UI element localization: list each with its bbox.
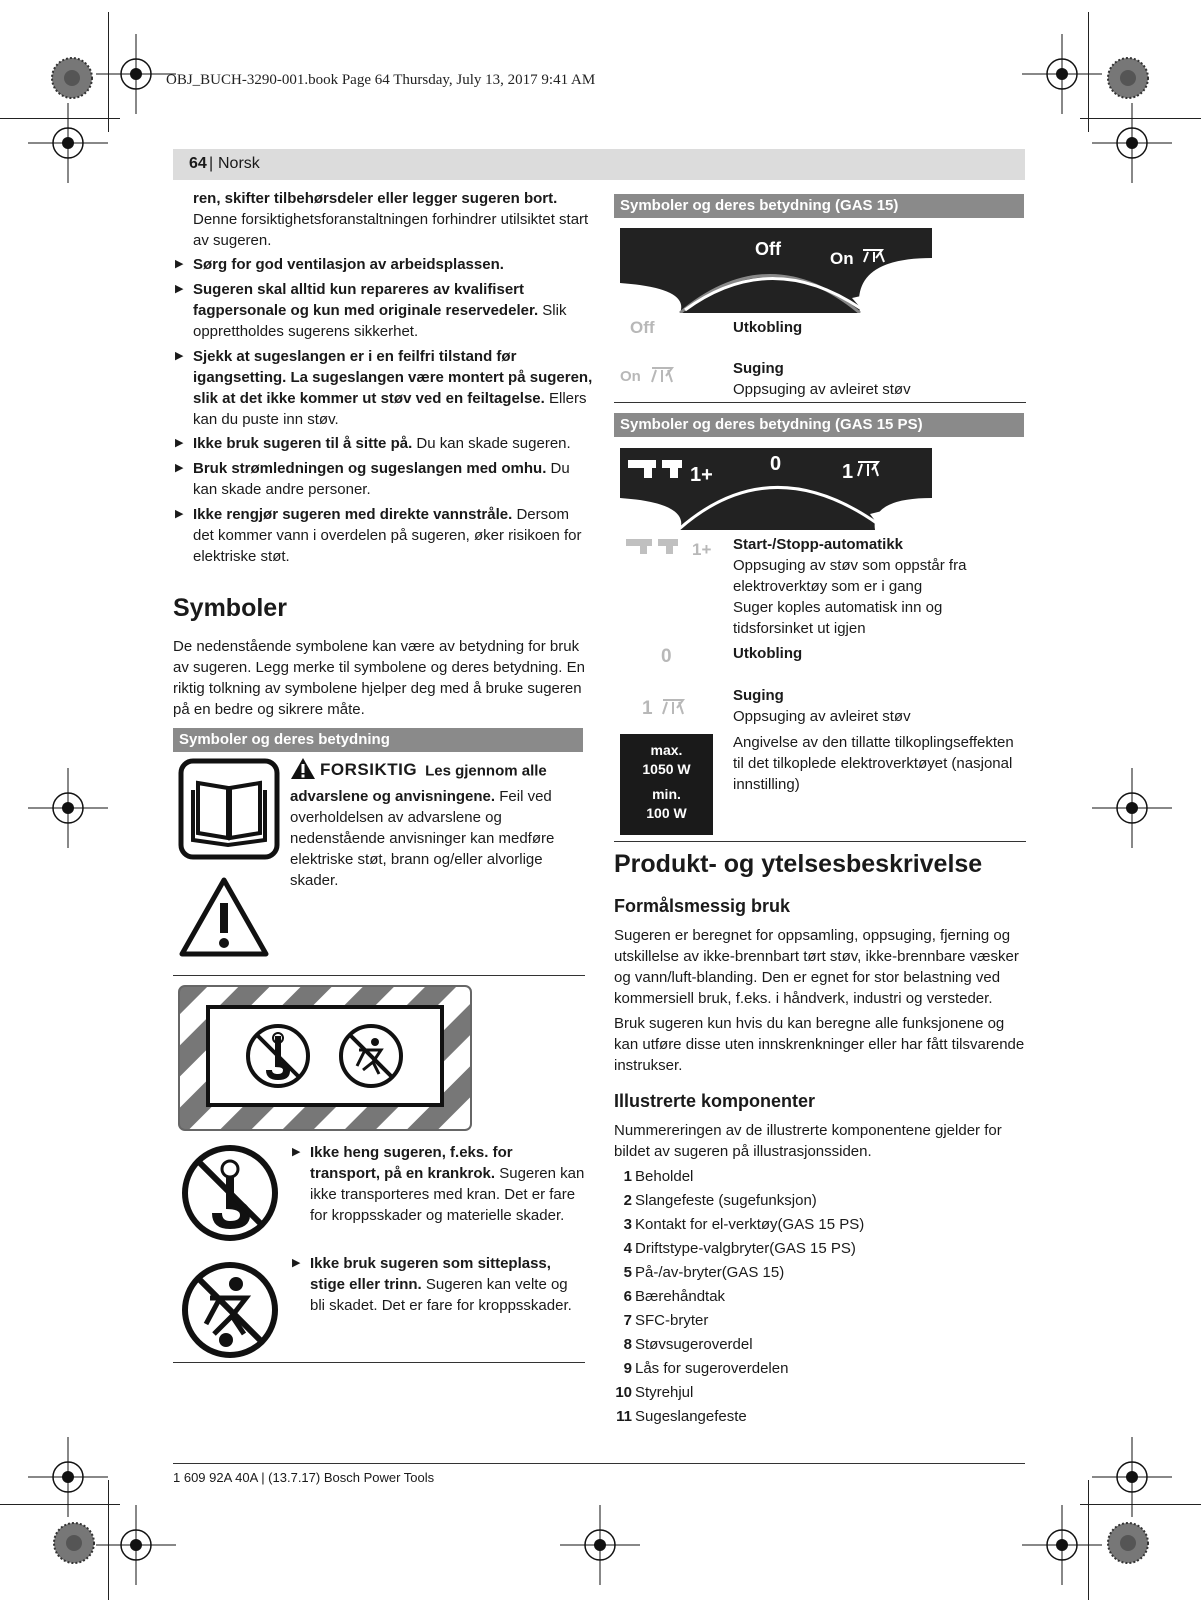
no-crane-hook-icon: [180, 1143, 280, 1243]
no-sitting-icon: [180, 1260, 280, 1360]
safety-bullet: ▶ Ikke rengjør sugeren med direkte vannstråle. Dersom det kommer vann i overdelen på sugeren, øker risikoen for elektriske støt.: [173, 504, 593, 567]
safety-bullet: ▶ Bruk strømledningen og sugeslangen med omhu. Du kan skade andre personer.: [173, 458, 593, 500]
warning-block: [290, 757, 586, 891]
list-item: 10 Styrehjul: [615, 1384, 694, 1401]
warning-triangle-icon: [178, 875, 270, 959]
safety-bullet: ▶ Ikke bruk sugeren til å sitte på. Du kan skade sugeren.: [173, 433, 593, 454]
list-item: 11 Sugeslangefeste: [616, 1408, 747, 1425]
list-item: 8 Støvsugeroverdel: [623, 1336, 753, 1353]
list-item: 7 SFC-bryter: [623, 1312, 709, 1329]
safety-bullet: ▶ Sugeren skal alltid kun repareres av kvalifisert fagpersonale og kun med originale reservedeler. Slik opprettholdes sugerens sikkerhet.: [173, 279, 593, 342]
page-number: 64: [189, 155, 207, 172]
p1-text: Denne forsiktighetsforanstaltningen forhindrer utilsiktet start av sugeren.: [193, 211, 589, 249]
list-item: 2 Slangefeste (sugefunksjon): [623, 1192, 817, 1209]
auto-desc-2: Suger koples automatisk inn og tidsforsinket ut igjen: [733, 599, 943, 637]
symbols-table-header: Symboler og deres betydning: [173, 728, 583, 752]
divider: [614, 402, 1026, 403]
page-header-bar: [173, 149, 1025, 180]
one-symbol: 1: [642, 698, 653, 719]
divider: [614, 841, 1026, 842]
gas15-on-title: Suging: [733, 360, 784, 377]
dial-zero-text: 0: [770, 453, 782, 475]
footer-rule: [173, 1463, 1025, 1464]
symbols-intro: De nedenstående symbolene kan være av betydning for bruk av sugeren. Legg merke til symbolene og deres betydning. En riktig tolkning av symbolene hjelper deg med å bruke sugeren på en bedre og sikrere måte.: [173, 638, 585, 718]
page-language: Norsk: [218, 155, 260, 172]
symbols-heading: Symboler: [173, 594, 287, 622]
product-heading: Produkt- og ytelsesbeskrivelse: [614, 850, 983, 878]
list-item: 9 Lås for sugeroverdelen: [623, 1360, 789, 1377]
safety-bullet: ▶ Sjekk at sugeslangen er i en feilfri tilstand før igangsetting. La sugeslangen være montert på sugeren, slik at det ikke kommer ut støv ved en feiltagelse. Ellers kan du puste inn støv.: [173, 346, 593, 430]
vacuum-suction-icon: [661, 694, 687, 716]
list-item: 6 Bærehåndtak: [623, 1288, 726, 1305]
zero-symbol: 0: [661, 646, 672, 667]
power-desc: Angivelse av den tillatte tilkoplingseffekten til det tilkoplede elektroverktøyet (nasjonal innstilling): [733, 734, 1014, 793]
one-desc: Oppsuging av avleiret støv: [733, 708, 911, 725]
list-item: 4 Driftstype-valgbryter(GAS 15 PS): [623, 1240, 856, 1257]
auto-desc: Oppsuging av støv som oppstår fra elektroverktøy som er i gang: [733, 557, 967, 595]
gas15-switch-dial: [620, 228, 932, 313]
intended-use-heading: Formålsmessig bruk: [614, 896, 791, 916]
read-manual-icon: [178, 758, 280, 860]
off-symbol: Off: [630, 318, 655, 337]
crane-warning: ▶ Ikke heng sugeren, f.eks. for transport, på en krankrok. Sugeren kan ikke transporteres med kran. Det er fare for kroppsskader og materielle skader.: [290, 1142, 586, 1226]
step-warning: ▶ Ikke bruk sugeren som sitteplass, stige eller trinn. Sugeren kan velte og bli skadet. Det er fare for kroppsskader.: [290, 1253, 586, 1316]
page-separator: |: [209, 155, 214, 172]
list-item: 5 På-/av-bryter(GAS 15): [623, 1264, 785, 1281]
page-footer: 1 609 92A 40A | (13.7.17) Bosch Power Tools: [173, 1470, 435, 1485]
dial-on-text: On: [830, 249, 854, 268]
auto-symbol: 1+: [692, 540, 712, 559]
gas15-on-desc: Oppsuging av avleiret støv: [733, 381, 911, 398]
dial-auto-text: 1+: [690, 464, 713, 486]
list-item: 1 Beholdel: [623, 1168, 694, 1185]
zero-title: Utkobling: [733, 645, 803, 662]
warning-bold: Les gjennom alle advarslene og anvisningene.: [290, 762, 547, 805]
warning-text: Feil ved overholdelsen av advarslene og nedenstående anvisninger kan medføre elektriske støt, brann og/eller alvorlige skader.: [290, 788, 555, 889]
power-tool-icon: [626, 537, 692, 555]
dial-one-text: 1: [842, 461, 854, 483]
gas15-off-title: Utkobling: [733, 319, 803, 336]
list-item: 3 Kontakt for el-verktøy(GAS 15 PS): [623, 1216, 865, 1233]
components-heading: Illustrerte komponenter: [614, 1091, 816, 1111]
safety-bullet: ▶ Sørg for god ventilasjon av arbeidsplassen.: [173, 254, 593, 275]
print-header: OBJ_BUCH-3290-001.book Page 64 Thursday, July 13, 2017 9:41 AM: [166, 72, 596, 88]
divider: [173, 1362, 585, 1363]
gas15ps-table-header: Symboler og deres betydning (GAS 15 PS): [614, 413, 1024, 437]
gas15-table-header: Symboler og deres betydning (GAS 15): [614, 194, 1024, 218]
one-title: Suging: [733, 687, 784, 704]
warning-signal-word: FORSIKTIG: [320, 760, 418, 780]
gas15ps-switch-dial: [620, 448, 932, 530]
on-symbol: On: [620, 368, 641, 385]
hazard-label-icon: [178, 985, 472, 1131]
components-intro: Nummereringen av de illustrerte komponentene gjelder for bildet av sugeren på illustrasjonssiden.: [614, 1122, 1002, 1160]
auto-title: Start-/Stopp-automatikk: [733, 536, 904, 553]
power-rating-box: max. 1050 W min. 100 W: [620, 734, 713, 835]
components-list: [606, 1165, 864, 1429]
p1-bold: ren, skifter tilbehørsdeler eller legger sugeren bort.: [193, 190, 558, 207]
left-safety-text: [173, 188, 593, 567]
warning-small-icon: [290, 757, 316, 786]
vacuum-suction-icon: [650, 362, 676, 384]
divider: [173, 975, 585, 976]
dial-off-text: Off: [755, 239, 781, 259]
intended-use-text: Sugeren er beregnet for oppsamling, oppsuging, fjerning og utskillelse av ikke-brennbart tørt støv, ikke-brennbare væsker og vann/luft-blanding. Den er egnet for stor belastning ved kommersiell bruk, f.eks. i håndverk, industri og versteder. Bruk sugeren kun hvis du kan beregne alle funksjonene og kan utføre disse uten innskrenkninger eller har fått tilsvarende instrukser.: [614, 927, 1025, 1074]
